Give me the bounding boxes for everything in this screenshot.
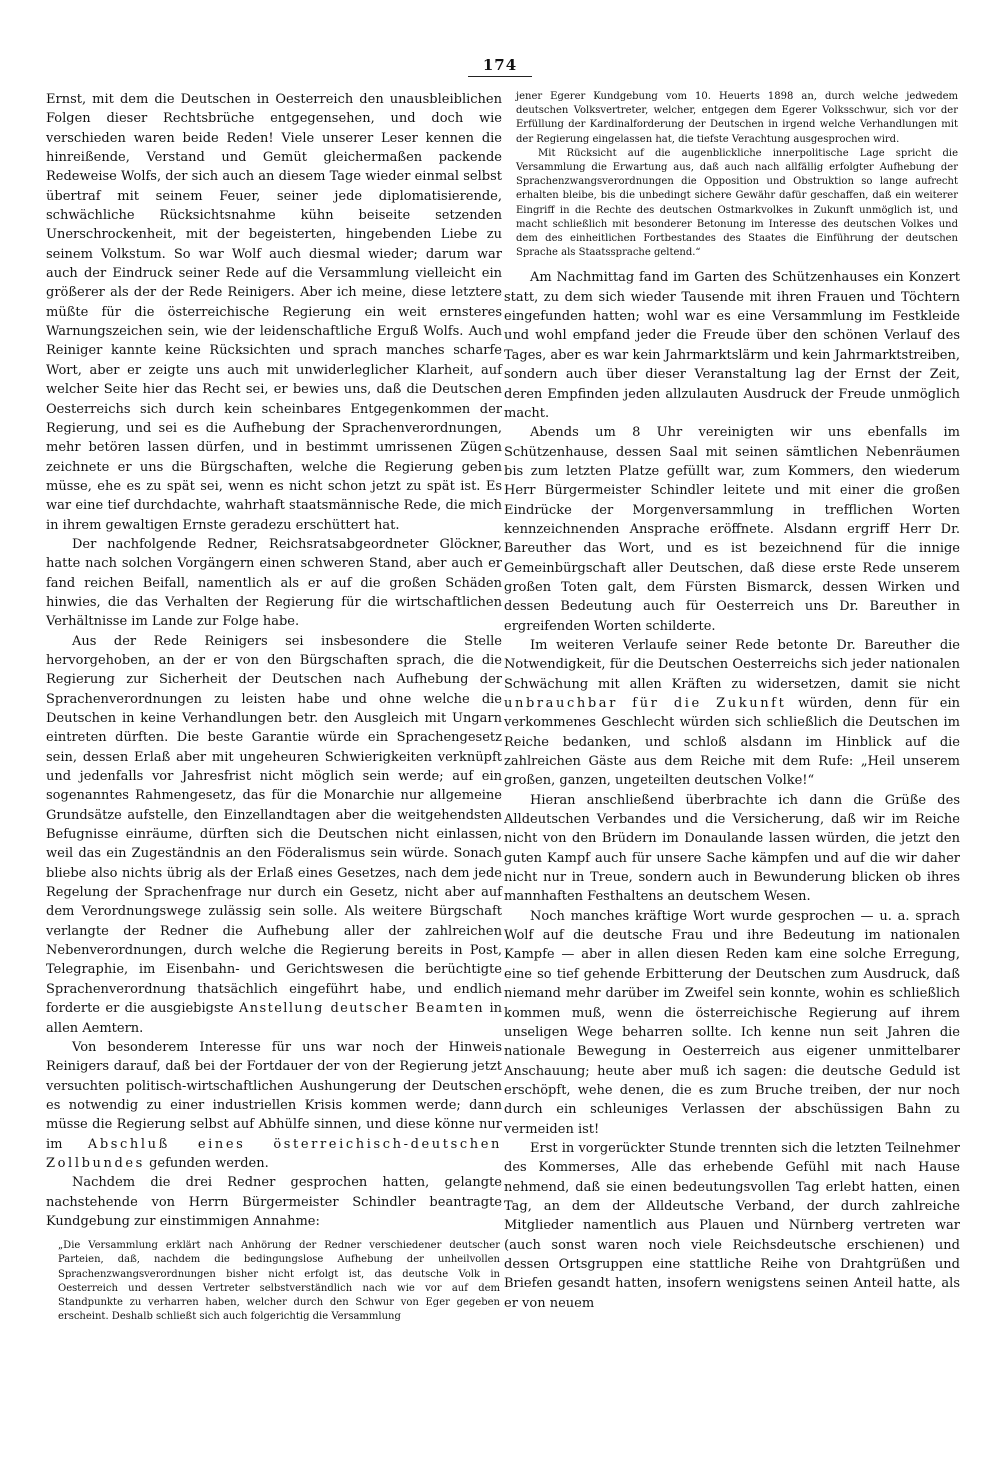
quote-paragraph: jener Egerer Kundgebung vom 10. Heuerts 1898 an, durch welche jedwedem deutschen Volksvertreter, welcher, entgegen dem Egerer Volksschwur, sich vor der Erfüllung der Kardinalforderung der Deutschen in irgend welche Verhandlungen mit der Regierung eingelassen hat, die tiefste Verachtung ausgesprochen wird.: [516, 91, 958, 145]
paragraph: Am Nachmittag fand im Garten des Schützenhauses ein Konzert statt, zu dem sich wieder Tausende mit ihren Frauen und Töchtern eingefunden hatten; wohl war es eine Versammlung im Festkleide und wohl empfand jeder die Freude über den schönen Verlauf des Tages, aber es war kein Jahrmarktslärm und kein Jahrmarktstreiben, sondern auch über dieser Veranstaltung lag der Ernst der Zeit, deren Empfinden jeden allzulauten Ausdruck der Freude unmöglich macht.: [504, 270, 960, 421]
paragraph-text: würden, denn für ein verkommenes Geschlecht würden sich schließlich die Deutschen im Reiche bedanken, und schloß alsdann im Hinblick auf die zahlreichen Gäste aus dem Reiche mit dem Rufe: „Heil unserem großen, ganzen, ungeteilten deutschen Volke!“: [504, 696, 960, 789]
paragraph: [46, 632, 502, 1038]
left-body-text: [46, 90, 502, 1231]
spaced-emphasis: Abschluß eines österreichisch-deutschen Zollbundes: [46, 1136, 502, 1171]
paragraph: Der nachfolgende Redner, Reichsratsabgeordneter Glöckner, hatte nach solchen Vorgängern einen schweren Stand, aber auch er fand reichen Beifall, namentlich als er auf die großen Schäden hinwies, die das Verhalten der Regierung für die wirtschaftlichen Verhältnisse im Lande zur Folge habe.: [46, 536, 502, 630]
right-column: [504, 90, 960, 1313]
spaced-emphasis: unbrauchbar für die Zukunft: [504, 696, 787, 711]
quote-paragraph: Mit Rücksicht auf die augenblickliche innerpolitische Lage spricht die Versammlung die Erwartung aus, daß auch nach allfällig erfolgter Aufhebung der Sprachenzwangsverordnungen die Opposition und Obstruktion so lange aufrecht erhalten bleibe, bis die unbedingt sichere Gewähr dafür geschaffen, daß ein weiterer Eingriff in die Rechte des deutschen Ostmarkvolkes in Zukunft unmöglich ist, und macht schließlich mit besonderer Betonung im Interesse des deutschen Volkes und dem des einheitlichen Fortbestandes des Staates die Einführung der deutschen Sprache als Staatssprache geltend.“: [516, 147, 958, 259]
paragraph-text: Im weiteren Verlaufe seiner Rede betonte Dr. Bareuther die Notwendigkeit, für die Deutschen Oesterreichs sich jeder nationalen Schwächung mit allen Kräften zu widersetzen, damit sie nicht: [504, 637, 960, 692]
paragraph: Hieran anschließend überbrachte ich dann die Grüße des Alldeutschen Verbandes und die Versicherung, daß wir im Reiche nicht von den Brüdern im Donaulande lassen würden, die jetzt den guten Kampf auch für unsere Sache kämpfen und auf die wir daher nicht nur in Treue, sondern auch in Bewunderung blicken ob ihres mannhaften Festhaltens an deutschem Wesen.: [504, 792, 960, 905]
spaced-emphasis: Anstellung deutscher Beamten: [238, 1001, 485, 1017]
paragraph-text: Aus der Rede Reinigers sei insbesondere die Stelle hervorgehoben, an der er von den Bürgschaften sprach, die die Regierung zur Sicherheit der Deutschen nach Aufhebung der Sprachenverordnungen zu leisten habe und ohne welche die Deutschen in keine Verhandlungen betr. den Ausgleich mit Ungarn eintreten dürften. Die beste Garantie würde ein Sprachengesetz sein, dessen Erlaß aber mit ungeheuren Schwierigkeiten verknüpft und jedenfalls vor Jahresfrist nicht möglich sein werde; auf ein sogenanntes Rahmengesetz, das für die Monarchie nur allgemeine Grundsätze aufstelle, den Einzellandtagen aber die weitgehendsten Befugnisse einräume, dürften sich die Deutschen nicht einlassen, weil das ein Zugeständnis an den Föderalismus sein würde. Sonach bliebe also nichts übrig als der Erlaß eines Gesetzes, nach dem jede Regelung der Sprachenfrage nur durch ein Gesetz, nicht aber auf dem Verordnungswege zulässig sein solle. Als weitere Bürgschaft verlangte der Redner die Aufhebung aller der zahlreichen Nebenverordnungen, durch welche die Regierung bereits in Post, Telegraphie, im Eisenbahn- und Gerichtswesen die berüchtigte Sprachenverordnung thatsächlich eingeführt habe, und endlich forderte er die ausgiebigste: [46, 633, 502, 1017]
paragraph-text: Von besonderem Interesse für uns war noch der Hinweis Reinigers darauf, daß bei der Fortdauer der von der Regierung jetzt versuchten politisch-wirtschaftlichen Aushungerung der Deutschen es notwendig zu einer industriellen Krisis kommen werde; dann müsse die Regierung selbst auf Abhülfe sinnen, und diese könne nur im: [46, 1039, 502, 1152]
spacer: [46, 1231, 502, 1239]
page-number: 174: [482, 56, 518, 74]
left-column: [46, 90, 502, 1325]
paragraph-text: gefunden werden.: [149, 1155, 269, 1171]
paragraph: [46, 1038, 502, 1173]
paragraph: Ernst, mit dem die Deutschen in Oesterreich den unausbleiblichen Folgen dieser Rechtsbrüche entgegensehen, und doch wie verschieden waren beide Reden! Viele unserer Leser kennen die hinreißende, Verstand und Gemüt gleichermaßen packende Redeweise Wolfs, der sich auch an diesem Tage wieder einmal selbst übertraf mit seinem Feuer, seiner jede diplomatisierende, schwächliche Rücksichtsnahme kühn beiseite setzenden Unerschrockenheit, mit der begeisterten, hingebenden Liebe zu seinem Volkstum. So war Wolf auch diesmal wieder; darum war auch der Eindruck seiner Rede auf die Versammlung vielleicht ein größerer als der der Rede Reinigers. Aber ich meine, diese letztere müßte für die österreichische Regierung ein weit ernsteres Warnungszeichen sein, wie der leidenschaftliche Erguß Wolfs. Auch Reiniger kannte keine Rücksichten und sprach manches scharfe Wort, aber er zeigte uns auch mit unwiderleglicher Klarheit, auf welcher Seite hier das Recht sei, er bewies uns, daß die Deutschen Oesterreichs sich durch kein scheinbares Entgegenkommen der Regierung, und sei es die Aufhebung der Sprachenverordnungen, mehr betören lassen dürfen, und in bestimmt umrissenen Zügen zeichnete er uns die Bürgschaften, welche die Regierung geben müsse, ehe es zu spät sei, wenn es nicht schon jetzt zu spät ist. Es war eine tief durchdachte, wahrhaft staatsmännische Rede, die mich in ihrem gewaltigen Ernste geradezu erschüttert hat.: [46, 92, 502, 533]
header-rule: [468, 76, 532, 77]
spacer: [504, 260, 960, 268]
paragraph-text: in allen Aemtern.: [46, 1001, 502, 1036]
right-body-text: [504, 268, 960, 1313]
paragraph: Erst in vorgerückter Stunde trennten sich die letzten Teilnehmer des Kommerses, Alle das erhebende Gefühl mit nach Hause nehmend, daß sie einen bedeutungsvollen Tag erlebt hatten, einen Tag, an dem der Alldeutsche Verband, der durch zahlreiche Mitglieder namentlich aus Plauen und Nürnberg vertreten war (auch sonst waren noch viele Reichsdeutsche erschienen) und dessen Ortsgruppen eine stattliche Reihe von Drahtgrüßen und Briefen gesandt hatten, insofern wenigstens seinen Anteil hatte, als er von neuem: [504, 1140, 960, 1311]
resolution-quote: [58, 1239, 500, 1324]
paragraph: Abends um 8 Uhr vereinigten wir uns ebenfalls im Schützenhause, dessen Saal mit seinen sämtlichen Nebenräumen bis zum letzten Platze gefüllt war, zum Kommers, den wiederum Herr Bürgermeister Schindler leitete und mit einer die großen Eindrücke der Morgenversammlung in trefflichen Worten kennzeichnenden Ansprache eröffnete. Alsdann ergriff Herr Dr. Bareuther das Wort, und es ist bezeichnend für die innige Gemeinbürgschaft aller Deutschen, daß diese erste Rede unserem großen Toten galt, dem Fürsten Bismarck, dessen Wirken und dessen Bedeutung auch für Oesterreich uns Dr. Bareuther in ergreifenden Worten schilderte.: [504, 425, 960, 634]
paragraph: Nachdem die drei Redner gesprochen hatten, gelangte nachstehende von Herrn Bürgermeister Schindler beantragte Kundgebung zur einstimmigen Annahme:: [46, 1175, 502, 1229]
quote-paragraph: „Die Versammlung erklärt nach Anhörung der Redner verschiedener deutscher Parteien, daß, nachdem die bedingungslose Aufhebung der unheilvollen Sprachenzwangsverordnungen bisher nicht erfolgt ist, das deutsche Volk in Oesterreich und dessen Vertreter selbstverständlich nach wie vor auf dem Standpunkte zu verharren haben, welcher durch den Schwur von Eger gegeben erscheint. Deshalb schließt sich auch folgerichtig die Versammlung: [58, 1240, 500, 1323]
resolution-quote-continued: [516, 90, 958, 260]
paragraph: Noch manches kräftige Wort wurde gesprochen — u. a. sprach Wolf auf die deutsche Frau und ihre Bedeutung im nationalen Kampfe — aber in allen diesen Reden kam eine solche Erregung, eine so tief gehende Erbitterung der Deutschen zum Ausdruck, daß niemand mehr darüber im Zweifel sein konnte, wohin es schließlich kommen muß, wenn die österreichische Regierung auf ihrem unseligen Wege beharren sollte. Ich kenne nun seit Jahren die nationale Bewegung in Oesterreich aus eigener unmittelbarer Anschauung; heute aber muß ich sagen: die deutsche Geduld ist erschöpft, wehe denen, die es zum Bruche treiben, der nur noch durch ein schleuniges Verlassen der abschüssigen Bahn zu vermeiden ist!: [504, 908, 960, 1137]
paragraph: [504, 636, 960, 791]
